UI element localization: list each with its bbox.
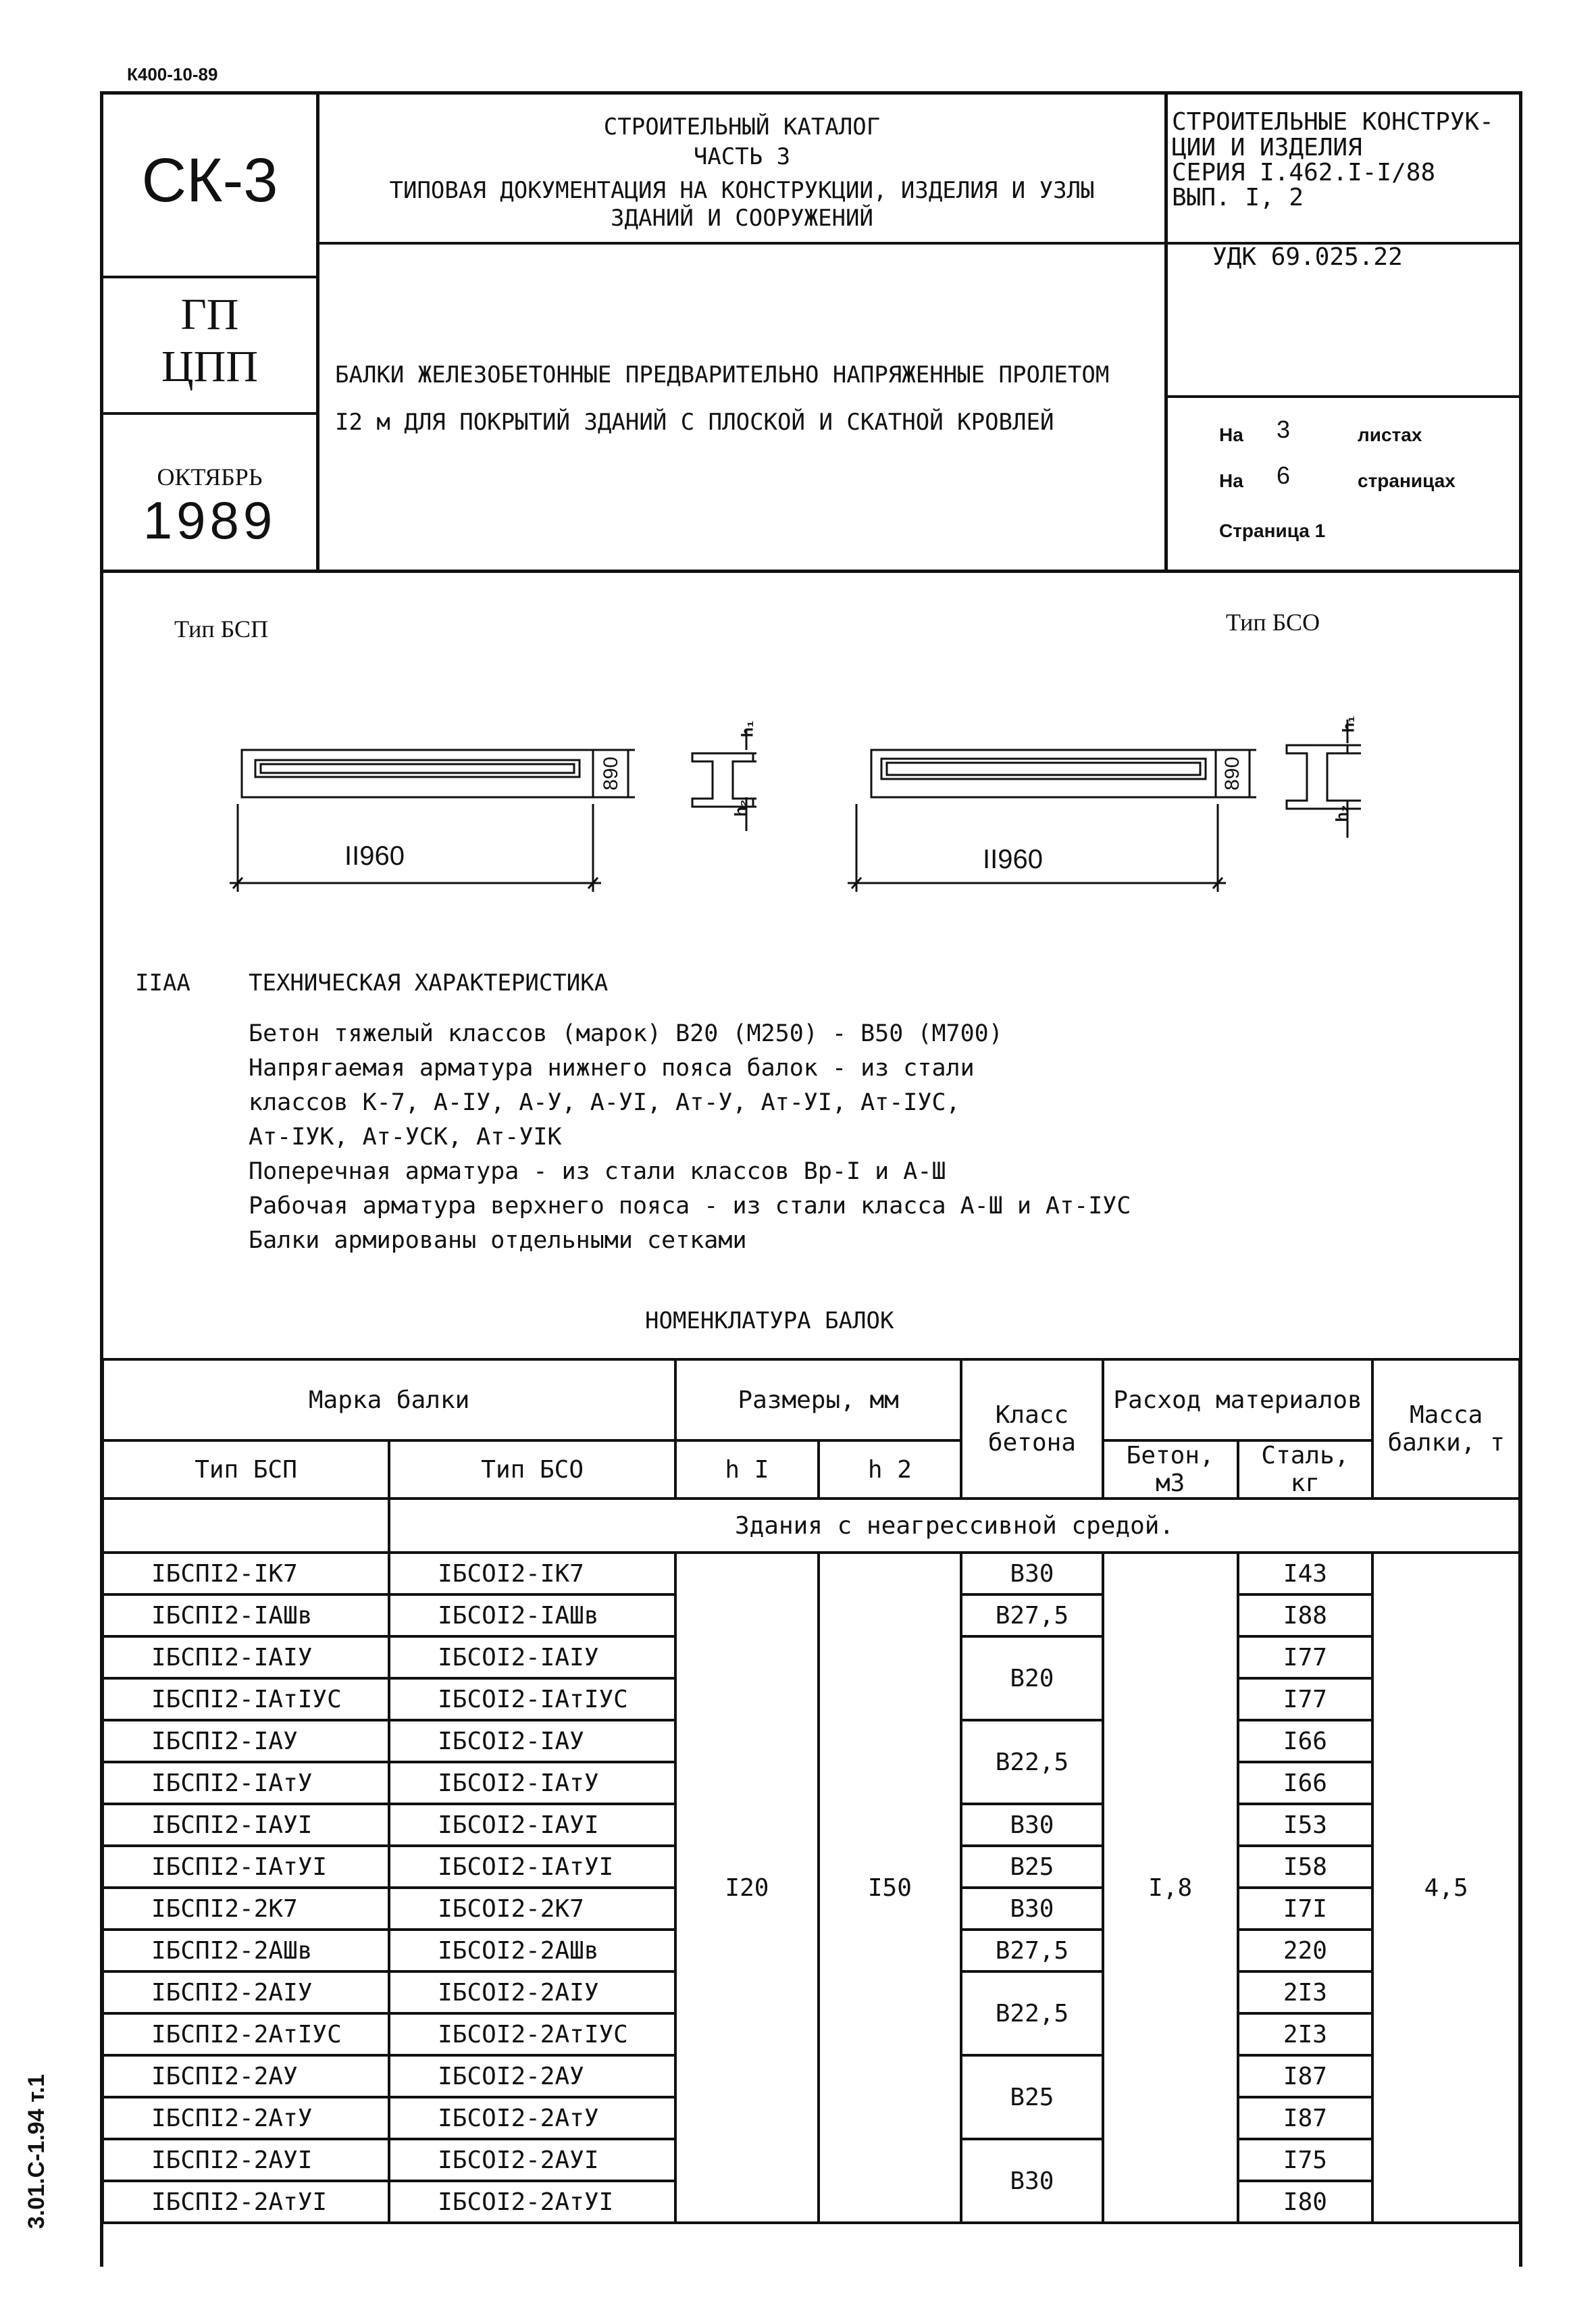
row-bso: IБСОI2-2К7 <box>389 1888 675 1930</box>
bsp-height-dim: 890 <box>600 756 623 791</box>
steel-value: I66 <box>1238 1762 1373 1804</box>
row-bso: IБСОI2-IК7 <box>389 1553 675 1594</box>
steel-value: I77 <box>1238 1678 1373 1720</box>
class-value: В27,5 <box>961 1930 1103 1971</box>
beam-drawings <box>0 0 1596 946</box>
row-bso: IБСОI2-IАтУI <box>389 1846 675 1888</box>
stamp-gp: ГП <box>180 290 239 339</box>
col-steel: Сталь, кг <box>1238 1440 1373 1499</box>
stamp-month: ОКТЯБРЬ <box>157 463 263 491</box>
col-consumption: Расход материалов <box>1103 1359 1373 1440</box>
bsp-length-dim: II960 <box>344 841 405 871</box>
class-value: В22,5 <box>961 1720 1103 1804</box>
class-value: В30 <box>961 1553 1103 1594</box>
nomenclature-caption: НОМЕНКЛАТУРА БАЛОК <box>645 1307 894 1334</box>
row-bsp: IБСПI2-IАтУI <box>103 1846 389 1888</box>
catalog-line2: ЧАСТЬ 3 <box>693 143 791 170</box>
row-bso: IБСОI2-IАтIУС <box>389 1678 675 1720</box>
col-bso: Тип БСО <box>389 1440 675 1499</box>
h1-value: I20 <box>675 1553 818 2223</box>
row-bsp: IБСПI2-IАтУ <box>103 1762 389 1804</box>
tech-list <box>249 1017 1131 1258</box>
steel-value: 2I3 <box>1238 1971 1373 2013</box>
drawing-left-type: Тип БСП <box>174 615 269 643</box>
tech-line: Ат-IУК, Ат-УСК, Ат-УIК <box>249 1124 562 1151</box>
row-bsp: IБСПI2-IАIУ <box>103 1636 389 1678</box>
row-bso: IБСОI2-2АтУ <box>389 2097 675 2139</box>
row-bso: IБСОI2-IАУ <box>389 1720 675 1762</box>
catalog-line4: ЗДАНИЙ И СООРУЖЕНИЙ <box>611 205 873 232</box>
steel-value: 2I3 <box>1238 2013 1373 2055</box>
steel-value: I53 <box>1238 1804 1373 1846</box>
bso-h1-label: h₁ <box>1339 715 1358 733</box>
class-value: В27,5 <box>961 1594 1103 1636</box>
tech-line: Бетон тяжелый классов (марок) В20 (М250) - В50 (М700) <box>249 1020 1003 1047</box>
series-line2: ЦИИ И ИЗДЕЛИЯ <box>1172 134 1362 161</box>
concrete-value: I,8 <box>1103 1553 1238 2223</box>
series-line1: СТРОИТЕЛЬНЫЕ КОНСТРУК- <box>1172 108 1494 136</box>
row-bso: IБСОI2-2АтУI <box>389 2181 675 2223</box>
stamp-year: 1989 <box>143 491 277 550</box>
col-mass: Масса балки, т <box>1372 1359 1520 1499</box>
bsp-h1-label: h₁ <box>738 720 757 738</box>
row-bsp: IБСПI2-2К7 <box>103 1888 389 1930</box>
sheets-count: 3 <box>1277 416 1291 443</box>
class-value: В22,5 <box>961 1971 1103 2055</box>
sheets-na1: На <box>1219 424 1243 445</box>
mass-value: 4,5 <box>1372 1553 1520 2223</box>
bso-length-dim: II960 <box>983 845 1043 874</box>
steel-value: 220 <box>1238 1930 1373 1971</box>
steel-value: I87 <box>1238 2097 1373 2139</box>
pages-word: страницах <box>1358 470 1456 491</box>
col-h2: h 2 <box>819 1440 961 1499</box>
tech-line: Рабочая арматура верхнего пояса - из стали класса А-Ш и Ат-IУС <box>249 1192 1131 1219</box>
sheets-word: листах <box>1358 424 1422 445</box>
row-bsp: IБСПI2-2АIУ <box>103 1971 389 2013</box>
stamp-cpp: ЦПП <box>161 342 258 391</box>
bso-height-dim: 890 <box>1221 756 1244 791</box>
h2-value: I50 <box>819 1553 961 2223</box>
pages-count: 6 <box>1277 461 1291 489</box>
row-bso: IБСОI2-2АтIУС <box>389 2013 675 2055</box>
class-value: В30 <box>961 2139 1103 2223</box>
col-class: Класс бетона <box>961 1359 1103 1499</box>
row-bso: IБСОI2-IАIУ <box>389 1636 675 1678</box>
row-bsp: IБСПI2-2АтIУС <box>103 2013 389 2055</box>
class-value: В25 <box>961 1846 1103 1888</box>
class-value: В30 <box>961 1888 1103 1930</box>
tech-line: Балки армированы отдельными сетками <box>249 1227 747 1254</box>
bsp-h2-label: h₂ <box>731 799 750 817</box>
col-sizes: Размеры, мм <box>675 1359 961 1440</box>
code-label: IIAA <box>135 970 190 997</box>
col-h1: h I <box>675 1440 818 1499</box>
class-value: В20 <box>961 1636 1103 1720</box>
row-bsp: IБСПI2-IАШв <box>103 1594 389 1636</box>
row-bso: IБСОI2-2АШв <box>389 1930 675 1971</box>
row-bsp: IБСПI2-2АУ <box>103 2055 389 2097</box>
section-row: Здания с неагрессивной средой. <box>389 1499 1520 1553</box>
row-bsp: IБСПI2-2АтУI <box>103 2181 389 2223</box>
row-bso: IБСОI2-IАШв <box>389 1594 675 1636</box>
bso-h2-label: h₂ <box>1333 805 1352 822</box>
document-code: К400-10-89 <box>127 64 218 84</box>
tech-heading: ТЕХНИЧЕСКАЯ ХАРАКТЕРИСТИКА <box>249 970 609 997</box>
nomenclature-table <box>101 1358 1521 2224</box>
row-bsp: IБСПI2-2АУI <box>103 2139 389 2181</box>
row-bsp: IБСПI2-2АШв <box>103 1930 389 1971</box>
drawing-right-type: Тип БСО <box>1226 609 1320 636</box>
catalog-line1: СТРОИТЕЛЬНЫЙ КАТАЛОГ <box>603 114 881 141</box>
class-value: В25 <box>961 2055 1103 2139</box>
document-title-line2: I2 м ДЛЯ ПОКРЫТИЙ ЗДАНИЙ С ПЛОСКОЙ И СКАТНОЙ КРОВЛЕЙ <box>335 409 1054 436</box>
steel-value: I75 <box>1238 2139 1373 2181</box>
row-bsp: IБСПI2-IАтIУС <box>103 1678 389 1720</box>
udk: УДК 69.025.22 <box>1212 243 1403 271</box>
side-code: 3.01.С-1.94 т.1 <box>24 2073 50 2230</box>
steel-value: I66 <box>1238 1720 1373 1762</box>
col-concrete: Бетон, м3 <box>1103 1440 1238 1499</box>
stamp-sk: СК-3 <box>141 146 278 215</box>
series-line3: СЕРИЯ I.462.I-I/88 <box>1172 159 1436 186</box>
steel-value: I58 <box>1238 1846 1373 1888</box>
steel-value: I88 <box>1238 1594 1373 1636</box>
steel-value: I7I <box>1238 1888 1373 1930</box>
row-bsp: IБСПI2-IАУI <box>103 1804 389 1846</box>
series-line4: ВЫП. I, 2 <box>1172 184 1304 211</box>
col-mark: Марка балки <box>103 1359 675 1440</box>
steel-value: I87 <box>1238 2055 1373 2097</box>
document-title-line1: БАЛКИ ЖЕЛЕЗОБЕТОННЫЕ ПРЕДВАРИТЕЛЬНО НАПРЯЖЕННЫЕ ПРОЛЕТОМ <box>335 361 1110 388</box>
bso-beam-outline <box>871 750 1216 797</box>
row-bso: IБСОI2-IАУI <box>389 1804 675 1846</box>
row-bsp: IБСПI2-2АтУ <box>103 2097 389 2139</box>
class-value: В30 <box>961 1804 1103 1846</box>
tech-line: Напрягаемая арматура нижнего пояса балок - из стали <box>249 1055 975 1082</box>
row-bsp: IБСПI2-IАУ <box>103 1720 389 1762</box>
catalog-line3: ТИПОВАЯ ДОКУМЕНТАЦИЯ НА КОНСТРУКЦИИ, ИЗДЕЛИЯ И УЗЛЫ <box>389 177 1095 204</box>
row-bso: IБСОI2-2АУ <box>389 2055 675 2097</box>
steel-value: I77 <box>1238 1636 1373 1678</box>
tech-line: Поперечная арматура - из стали классов Вр-I и А-Ш <box>249 1158 946 1185</box>
row-bso: IБСОI2-2АУI <box>389 2139 675 2181</box>
row-bsp: IБСПI2-IК7 <box>103 1553 389 1594</box>
steel-value: I43 <box>1238 1553 1373 1594</box>
col-bsp: Тип БСП <box>103 1440 389 1499</box>
pages-na2: На <box>1219 470 1243 491</box>
bso-cross-section <box>1287 745 1347 809</box>
steel-value: I80 <box>1238 2181 1373 2223</box>
page-number: Страница 1 <box>1219 520 1326 541</box>
row-bso: IБСОI2-2АIУ <box>389 1971 675 2013</box>
row-bso: IБСОI2-IАтУ <box>389 1762 675 1804</box>
tech-line: классов К-7, А-IУ, А-У, А-УI, Ат-У, Ат-УI, Ат-IУС, <box>249 1089 960 1116</box>
